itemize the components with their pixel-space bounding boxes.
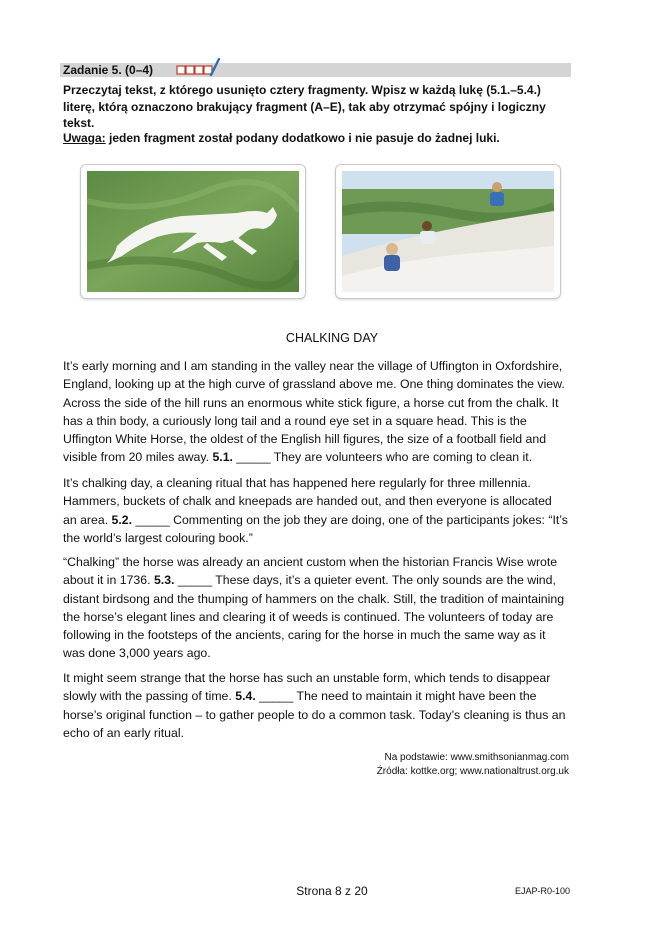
article-paragraph-3: “Chalking” the horse was already an ancient custom when the historian Francis Wise wrote about it in 1736. 5.3. _____ These days, it’s a quieter event. The only sounds are the wind, distant birdsong and the thumping of hammers on the chalk. Still, the tradition of maintaining the horse’s elegant lines and clearing it of weeds is continued. The volunteers of today are following in the footsteps of the ancients, caring for the horse in much the same way as it was done 3,000 years ago.: [63, 555, 565, 661]
score-boxes-pencil-icon: [176, 58, 222, 78]
article-paragraph-2: It’s chalking day, a cleaning ritual that has happened here regularly for three millennia. Hammers, buckets of chalk and kneepads are handed out, and then everyone is allocated an area. 5.2. _____ Commenting on the job they are doing, one of the participants jokes: “It’s the world’s largest colouring book.”: [63, 476, 568, 545]
note-text: jeden fragment został podany dodatkowo i nie pasuje do żadnej luki.: [105, 131, 500, 145]
white-horse-hill-photo: [80, 164, 306, 299]
gap-5-2-label: 5.2.: [111, 512, 133, 527]
gap-5-3-label: 5.3.: [153, 573, 175, 588]
note-label: Uwaga:: [63, 131, 106, 145]
task-title: Zadanie 5. (0–4): [63, 63, 154, 77]
exam-code: EJAP-R0-100: [514, 886, 570, 896]
gap-5-4-label: 5.4.: [235, 689, 256, 704]
article-paragraph-4: It might seem strange that the horse has such an unstable form, which tends to disappear slowly with the passing of time. 5.4. _____ The need to maintain it might have been the horse’s original function – to gather people to do a common task. Today’s cleaning is thus an echo of an early ritual.: [63, 671, 566, 740]
article-title: CHALKING DAY: [285, 331, 379, 345]
source-based-on: Na podstawie: www.smithsonianmag.com: [384, 752, 569, 763]
page-number: Strona 8 z 20: [296, 884, 368, 898]
task-instruction: Przeczytaj tekst, z którego usunięto cztery fragmenty. Wpisz w każdą lukę (5.1.–5.4.) literę, którą oznaczono brakujący fragment (A–E), tak aby otrzymać spójny i logiczny tekst.: [63, 83, 546, 130]
task-note: [63, 130, 568, 147]
article-paragraph-1: It’s early morning and I am standing in the valley near the village of Uffington in Oxfordshire, England, looking up at the high curve of grassland above me. One thing dominates the view. Across the side of the hill runs an enormous white stick figure, a horse cut from the chalk. It has a thin body, a curiously long tail and a round eye set in a square head. This is the Uffington White Horse, the oldest of the English hill figures, the size of a football field and visible from 20 miles away. 5.1. _____ They are volunteers who are coming to clean it.: [63, 359, 565, 465]
children-chalking-photo: [335, 164, 561, 299]
gap-5-1-label: 5.1.: [212, 450, 233, 465]
source-images: Źródła: kottke.org; www.nationaltrust.org.uk: [376, 766, 569, 777]
